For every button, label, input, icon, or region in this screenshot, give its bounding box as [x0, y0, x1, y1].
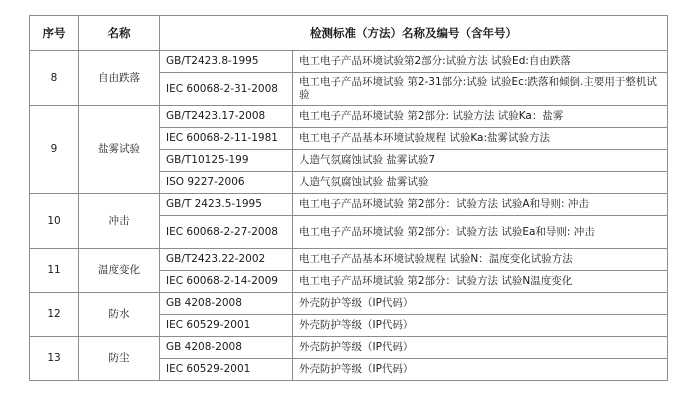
standard-code: GB/T2423.8-1995: [160, 51, 293, 73]
standard-code: GB/T10125-199: [160, 150, 293, 172]
test-name: 防尘: [79, 337, 160, 381]
test-name: 冲击: [79, 194, 160, 249]
row-number: 13: [30, 337, 79, 381]
row-number: 11: [30, 249, 79, 293]
standard-description: 外壳防护等级（IP代码）: [293, 315, 668, 337]
standard-description: 外壳防护等级（IP代码）: [293, 293, 668, 315]
standard-description: 电工电子产品环境试验 第2部分：试验方法 试验Ea和导则: 冲击: [293, 216, 668, 249]
standard-code: IEC 60529-2001: [160, 315, 293, 337]
standard-code: IEC 60068-2-27-2008: [160, 216, 293, 249]
header-seq: 序号: [30, 16, 79, 51]
header-name: 名称: [79, 16, 160, 51]
standard-description: 外壳防护等级（IP代码）: [293, 337, 668, 359]
row-number: 12: [30, 293, 79, 337]
test-name: 温度变化: [79, 249, 160, 293]
standard-description: 人造气氛腐蚀试验 盐雾试验7: [293, 150, 668, 172]
standard-code: GB 4208-2008: [160, 337, 293, 359]
row-number: 8: [30, 51, 79, 106]
standard-description: 电工电子产品基本环境试验规程 试验N：温度变化试验方法: [293, 249, 668, 271]
standard-code: IEC 60068-2-31-2008: [160, 73, 293, 106]
standards-table: [29, 15, 668, 381]
standard-description: 电工电子产品环境试验第2部分:试验方法 试验Ed:自由跌落: [293, 51, 668, 73]
standard-code: GB/T 2423.5-1995: [160, 194, 293, 216]
standard-description: 电工电子产品环境试验 第2部分: 试验方法 试验Ka：盐雾: [293, 106, 668, 128]
table-row: [30, 337, 668, 359]
table-row: [30, 51, 668, 73]
row-number: 10: [30, 194, 79, 249]
standard-description: 电工电子产品环境试验 第2-31部分:试验 试验Ec:跌落和倾倒.主要用于整机试验: [293, 73, 668, 106]
standard-description: 电工电子产品环境试验 第2部分：试验方法 试验N温度变化: [293, 271, 668, 293]
standard-description: 电工电子产品环境试验 第2部分：试验方法 试验A和导则: 冲击: [293, 194, 668, 216]
table-row: [30, 249, 668, 271]
standard-code: GB/T2423.22-2002: [160, 249, 293, 271]
table-row: [30, 106, 668, 128]
test-name: 盐雾试验: [79, 106, 160, 194]
standard-description: 外壳防护等级（IP代码）: [293, 359, 668, 381]
standard-code: IEC 60068-2-11-1981: [160, 128, 293, 150]
standard-code: GB 4208-2008: [160, 293, 293, 315]
row-number: 9: [30, 106, 79, 194]
standard-description: 人造气氛腐蚀试验 盐雾试验: [293, 172, 668, 194]
table-row: [30, 194, 668, 216]
header-row: [30, 16, 668, 51]
test-name: 自由跌落: [79, 51, 160, 106]
standard-code: IEC 60529-2001: [160, 359, 293, 381]
standard-code: GB/T2423.17-2008: [160, 106, 293, 128]
standard-code: ISO 9227-2006: [160, 172, 293, 194]
test-name: 防水: [79, 293, 160, 337]
standard-code: IEC 60068-2-14-2009: [160, 271, 293, 293]
standard-description: 电工电子产品基本环境试验规程 试验Ka:盐雾试验方法: [293, 128, 668, 150]
header-standard: 检测标准（方法）名称及编号（含年号）: [160, 16, 668, 51]
table-row: [30, 293, 668, 315]
